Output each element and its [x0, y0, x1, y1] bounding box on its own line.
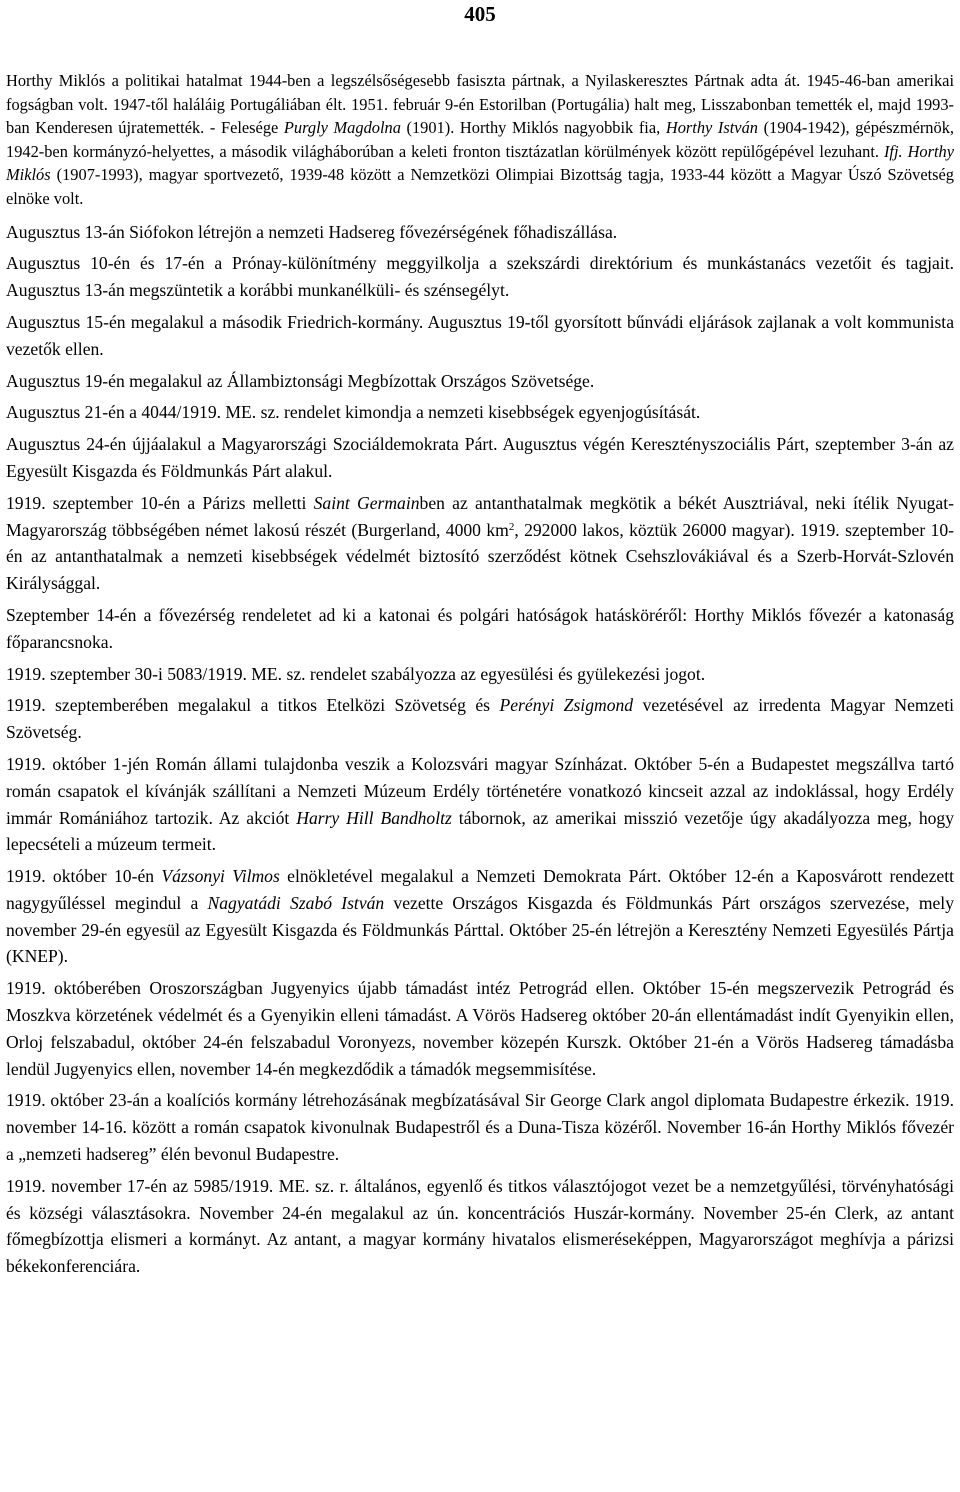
chronology-paragraph — [6, 1173, 954, 1280]
chronology-paragraph — [6, 368, 954, 395]
text-segment: tábornok, az amerikai misszió vezetője úgy akadályozza meg, hogy lepecsételi a múzeum termeit. — [6, 807, 955, 855]
chronology-paragraph — [6, 309, 954, 363]
chronology-paragraph — [6, 490, 954, 597]
text-segment: 1919. október 10-én — [6, 866, 162, 887]
chronology-paragraph — [6, 751, 954, 858]
body-text — [6, 69, 954, 1285]
text-segment: Augusztus 19-én megalakul az Állambiztonsági Megbízottak Országos Szövetsége. — [6, 370, 595, 391]
text-segment: 1919. szeptember 10-én a Párizs melletti — [6, 492, 314, 513]
text-segment: Augusztus 24-én újjáalakul a Magyarországi Szociáldemokrata Párt. Augusztus végén Keresztényszociális Párt, szeptember 3-án az Egyesült Kisgazda és Földmunkás Párt alakul. — [6, 434, 954, 481]
italic-name: Purgly Magdolna — [283, 118, 401, 138]
text-segment: elnökletével megalakul a Nemzeti Demokrata Párt. Október 12-én a Kaposvárott rendezett nagygyűléssel megindul a — [6, 866, 954, 913]
text-segment: (1904-1942), gépészmérnök, 1942-ben kormányzó-helyettes, a második világháborúban a keleti fronton tisztázatlan körülmények között repülőgépével lezuhant. — [6, 118, 954, 161]
text-segment: , 292000 lakos, köztük 26000 magyar). 1919. szeptember 10-én az antanthatalmak a nemzeti kisebbségek védelmét biztosító szerződést kötnek Csehszlovákiával és a Szerb-Horvát-Szlovén Királysággal. — [6, 519, 954, 594]
text-segment: ben az antanthatalmak megkötik a békét Ausztriával, neki ítélik Nyugat-Magyarország többségében német lakosú részét (Burgerland, 4000 km — [6, 492, 954, 540]
text-segment: Augusztus 21-én a 4044/1919. ME. sz. rendelet kimondja a nemzeti kisebbségek egyenjogúsítását. — [6, 402, 701, 423]
chronology-paragraph — [6, 219, 954, 246]
chronology-paragraph — [6, 399, 954, 426]
text-segment: (1907-1993), magyar sportvezető, 1939-48 között a Nemzetközi Olimpiai Bizottság tagja, 1933-44 között a Magyar Úszó Szövetség elnöke volt. — [6, 165, 954, 208]
text-segment: 1919. szeptember 30-i 5083/1919. ME. sz. rendelet szabályozza az egyesülési és gyülekezési jogot. — [6, 663, 706, 684]
italic-name: Vázsonyi Vilmos — [161, 866, 280, 887]
text-segment: vezetésével az irredenta Magyar Nemzeti Szövetség. — [6, 695, 954, 743]
text-segment: Horthy Miklós a politikai hatalmat 1944-ben a legszélsőségesebb fasiszta pártnak, a Nyilaskeresztes Pártnak adta át. 1945-46-ban amerikai fogságban volt. 1947-től haláláig Portugáliában élt. 1951. február 9-én Estorilban (Portugália) halt meg, Lisszabonban temették el, majd 1993-ban Kenderesen újratemették. - Felesége — [6, 71, 954, 138]
chronology-paragraph — [6, 692, 954, 746]
chronology-paragraph — [6, 661, 954, 688]
italic-name: Perényi Zsigmond — [499, 695, 634, 716]
paragraph-list — [6, 219, 954, 1280]
chronology-paragraph — [6, 602, 954, 656]
footnote-paragraph — [6, 69, 954, 211]
page-number: 405 — [464, 2, 496, 26]
chronology-paragraph — [6, 431, 954, 485]
italic-name: Horthy István — [665, 118, 758, 138]
text-segment: 1919. szeptemberében megalakul a titkos Etelközi Szövetség és — [6, 695, 500, 716]
text-segment: 1919. november 17-én az 5985/1919. ME. sz. r. általános, egyenlő és titkos választójogot vezet be a nemzetgyűlési, törvényhatósági és községi választásokra. November 24-én megalakul az ún. koncentrációs Huszár-kormány. November 25-én Clerk, az antant főmegbízottja elismeri a kormányt. Az antant, a magyar kormány hivatalos elismeréseképpen, Magyarországot meghívja a párizsi békekonferenciára. — [6, 1175, 954, 1277]
text-segment: (1901). Horthy Miklós nagyobbik fia, — [400, 118, 666, 138]
chronology-paragraph — [6, 975, 954, 1082]
italic-name: Saint Germain — [313, 492, 420, 513]
chronology-paragraph — [6, 1087, 954, 1167]
italic-name: Harry Hill Bandholtz — [296, 807, 452, 828]
chronology-paragraph — [6, 863, 954, 970]
superscript: 2 — [508, 520, 515, 533]
text-segment: 1919. október 23-án a koalíciós kormány létrehozásának megbízatásával Sir George Clark angol diplomata Budapestre érkezik. 1919. november 14-16. között a román csapatok kivonulnak Budapestről és a Duna-Tisza közéről. November 16-án Horthy Miklós fővezér a „nemzeti hadsereg” élén bevonul Budapestre. — [6, 1090, 954, 1165]
text-segment: 1919. októberében Oroszországban Jugyenyics újabb támadást intéz Petrográd ellen. Október 15-én megszervezik Petrográd és Moszkva körzetének védelmét és a Gyenyikin elleni támadást. A Vörös Hadsereg október 20-án ellentámadást indít Gyenyikin ellen, Orloj felszabadul, október 24-én felszabadul Voronyezs, november közepén Kurszk. Október 21-én a Vörös Hadsereg támadásba lendül Jugyenyics ellen, november 14-én megkezdődik a támadók megsemmisítése. — [6, 978, 954, 1079]
text-segment: Augusztus 13-án Siófokon létrejön a nemzeti Hadsereg fővezérségének főhadiszállása. — [6, 221, 618, 242]
text-segment: Augusztus 15-én megalakul a második Friedrich-kormány. Augusztus 19-től gyorsított bűnvádi eljárások zajlanak a volt kommunista vezetők ellen. — [6, 311, 954, 359]
text-segment: 1919. október 1-jén Román állami tulajdonba veszik a Kolozsvári magyar Színházat. Október 5-én a Budapestet megszállva tartó román csapatok el kívánják szállítani a Nemzeti Múzeum Erdély történetére vonatkozó kincseit azzal az indoklással, hogy Erdély immár Romániához tartozik. Az akciót — [6, 753, 954, 828]
text-segment: Szeptember 14-én a fővezérség rendeletet ad ki a katonai és polgári hatóságok hatásköréről: Horthy Miklós fővezér a katonaság főparancsnoka. — [6, 604, 954, 652]
text-segment: vezette Országos Kisgazda és Földmunkás Párt országos szervezése, mely november 29-én egyesül az Egyesült Kisgazda és Földmunkás Párttal. Október 25-én létrejön a Keresztény Nemzeti Egyesülés Pártja (KNEP). — [6, 892, 954, 967]
text-segment: Augusztus 10-én és 17-én a Prónay-különítmény meggyilkolja a szekszárdi direktórium és munkástanács vezetőit és tagjait. Augusztus 13-án megszüntetik a korábbi munkanélküli- és szénsegélyt. — [6, 253, 954, 301]
italic-name: Ifj. Horthy Miklós — [6, 141, 955, 185]
italic-name: Nagyatádi Szabó István — [207, 892, 385, 913]
chronology-paragraph — [6, 250, 954, 304]
